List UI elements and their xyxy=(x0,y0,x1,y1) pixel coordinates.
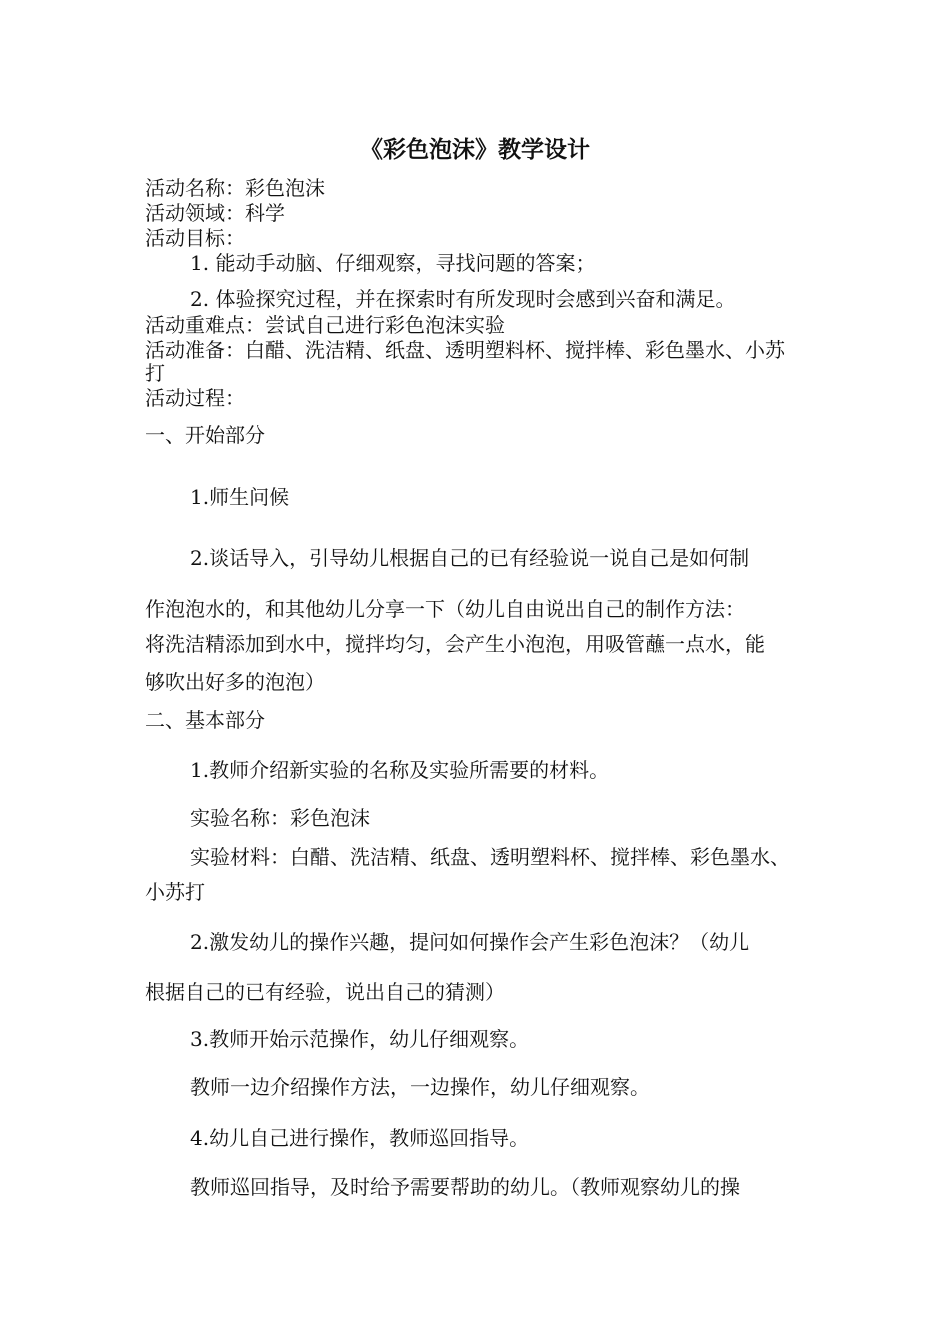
key-point: 活动重难点：尝试自己进行彩色泡沫实验 xyxy=(145,313,505,337)
activity-name: 活动名称：彩色泡沫 xyxy=(145,176,325,200)
basic-item-4: 4.幼儿自己进行操作，教师巡回指导。 xyxy=(190,1126,530,1150)
basic-item-4-description: 教师巡回指导，及时给予需要帮助的幼儿。（教师观察幼儿的操 xyxy=(190,1175,740,1199)
basic-item-3: 3.教师开始示范操作，幼儿仔细观察。 xyxy=(190,1027,530,1051)
process-label: 活动过程： xyxy=(145,386,245,410)
start-item-2-line-4: 够吹出好多的泡泡） xyxy=(145,670,325,694)
goals-label: 活动目标： xyxy=(145,226,245,250)
basic-item-2-line-1: 2.激发幼儿的操作兴趣，提问如何操作会产生彩色泡沫？（幼儿 xyxy=(190,930,750,954)
section-heading-start: 一、开始部分 xyxy=(145,423,265,447)
experiment-materials-line-2: 小苏打 xyxy=(145,880,205,904)
basic-item-2-line-2: 根据自己的已有经验，说出自己的猜测） xyxy=(145,980,505,1004)
activity-domain: 活动领域：科学 xyxy=(145,201,285,225)
goal-item-2: 2. 体验探究过程，并在探索时有所发现时会感到兴奋和满足。 xyxy=(190,287,736,311)
start-item-2-line-1: 2.谈话导入，引导幼儿根据自己的已有经验说一说自己是如何制 xyxy=(190,546,750,570)
goal-item-1: 1. 能动手动脑、仔细观察，寻找问题的答案； xyxy=(190,251,596,275)
section-heading-basic: 二、基本部分 xyxy=(145,708,265,732)
preparation-line-1: 活动准备：白醋、洗洁精、纸盘、透明塑料杯、搅拌棒、彩色墨水、小苏 xyxy=(145,338,785,362)
basic-item-1: 1.教师介绍新实验的名称及实验所需要的材料。 xyxy=(190,758,610,782)
start-item-2-line-2: 作泡泡水的，和其他幼儿分享一下（幼儿自由说出自己的制作方法： xyxy=(145,597,745,621)
basic-item-3-description: 教师一边介绍操作方法，一边操作，幼儿仔细观察。 xyxy=(190,1075,650,1099)
preparation-line-2: 打 xyxy=(145,361,165,385)
start-item-2-line-3: 将洗洁精添加到水中，搅拌均匀，会产生小泡泡，用吸管蘸一点水，能 xyxy=(145,632,765,656)
document-title: 《彩色泡沫》教学设计 xyxy=(360,136,590,163)
start-item-1: 1.师生问候 xyxy=(190,485,290,509)
experiment-materials-line-1: 实验材料：白醋、洗洁精、纸盘、透明塑料杯、搅拌棒、彩色墨水、 xyxy=(190,845,790,869)
experiment-name: 实验名称：彩色泡沫 xyxy=(190,806,370,830)
